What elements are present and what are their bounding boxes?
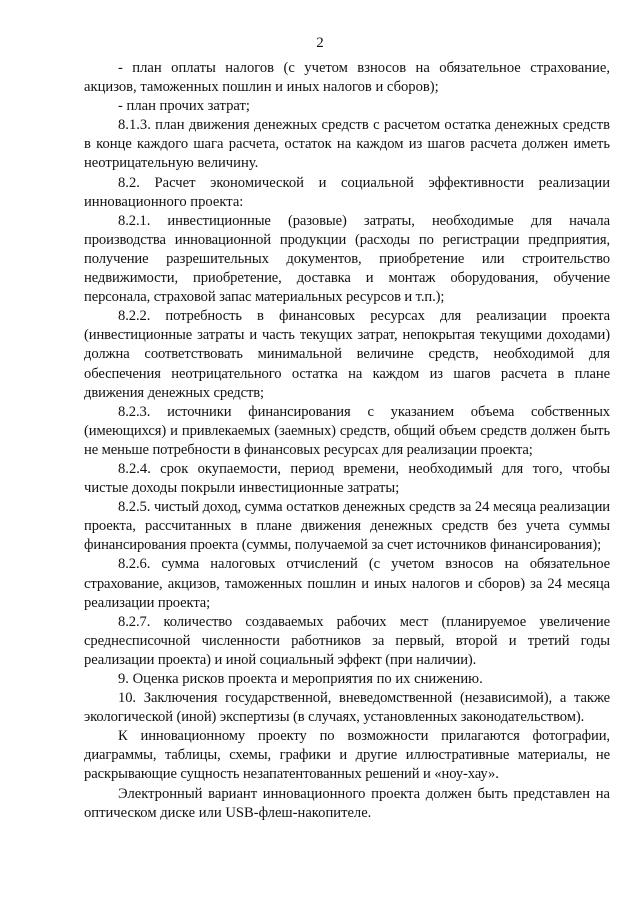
paragraph-8-2-5: 8.2.5. чистый доход, сумма остатков денежных средств за 24 месяца реализации проекта, рассчитанных в плане движения денежных средств без учета суммы финансирования проекта (суммы, получаемой за счет источников финансирования); (84, 499, 610, 554)
paragraph-8-1-3: 8.1.3. план движения денежных средств с расчетом остатка денежных средств в конце каждого шага расчета, остаток на каждом из шагов расчета должен иметь неотрицательную величину. (84, 117, 610, 172)
paragraph-8-2: 8.2. Расчет экономической и социальной эффективности реализации инновационного проекта: (84, 174, 610, 210)
paragraph-10: 10. Заключения государственной, вневедомственной (независимой), а также экологической (иной) экспертизы (в случаях, установленных законодательством). (84, 690, 610, 726)
paragraph-other-costs-plan: - план прочих затрат; (118, 98, 250, 115)
paragraph-8-2-2: 8.2.2. потребность в финансовых ресурсах для реализации проекта (инвестиционные затраты и часть текущих затрат, непокрытая текущими доходами) должна соответствовать минимальной величине средств, необходимой для обеспечения неотрицательного остатка на каждом из шагов расчета в плане движения денежных средств; (84, 308, 610, 401)
page-number: 2 (316, 35, 324, 51)
paragraph-attachments: К инновационному проекту по возможности прилагаются фотографии, диаграммы, таблицы, схемы, графики и другие иллюстративные материалы, не раскрывающие сущность незапатентованных решений и «ноу-хау». (84, 728, 610, 783)
paragraph-8-2-3: 8.2.3. источники финансирования с указанием объема собственных (имеющихся) и привлекаемых (заемных) средств, общий объем средств должен быть не меньше потребности в финансовых ресурсах для реализации проекта; (84, 403, 610, 458)
paragraph-electronic-version: Электронный вариант инновационного проекта должен быть представлен на оптическом диске или USB-флеш-накопителе. (84, 785, 610, 821)
document-body (84, 59, 610, 823)
paragraph-8-2-6: 8.2.6. сумма налоговых отчислений (с учетом взносов на обязательное страхование, акцизов, таможенных пошлин и иных налогов и сборов) за 24 месяца реализации проекта; (84, 556, 610, 611)
paragraph-tax-payment-plan: - план оплаты налогов (с учетом взносов на обязательное страхование, акцизов, таможенных пошлин и иных налогов и сборов); (84, 60, 610, 96)
paragraph-8-2-4: 8.2.4. срок окупаемости, период времени, необходимый для того, чтобы чистые доходы покрыли инвестиционные затраты; (84, 460, 610, 497)
paragraph-9: 9. Оценка рисков проекта и мероприятия по их снижению. (118, 671, 483, 687)
paragraph-8-2-7: 8.2.7. количество создаваемых рабочих мест (планируемое увеличение среднесписочной численности работников за первый, второй и третий годы реализации проекта) и иной социальный эффект (при наличии). (84, 613, 610, 668)
paragraph-8-2-1: 8.2.1. инвестиционные (разовые) затраты, необходимые для начала производства инновационной продукции (расходы по регистрации предприятия, получение разрешительных документов, приобретение или строительство недвижимости, приобретение, доставка и монтаж оборудования, обучение персонала, страховой запас материальных ресурсов и т.п.); (84, 212, 610, 306)
